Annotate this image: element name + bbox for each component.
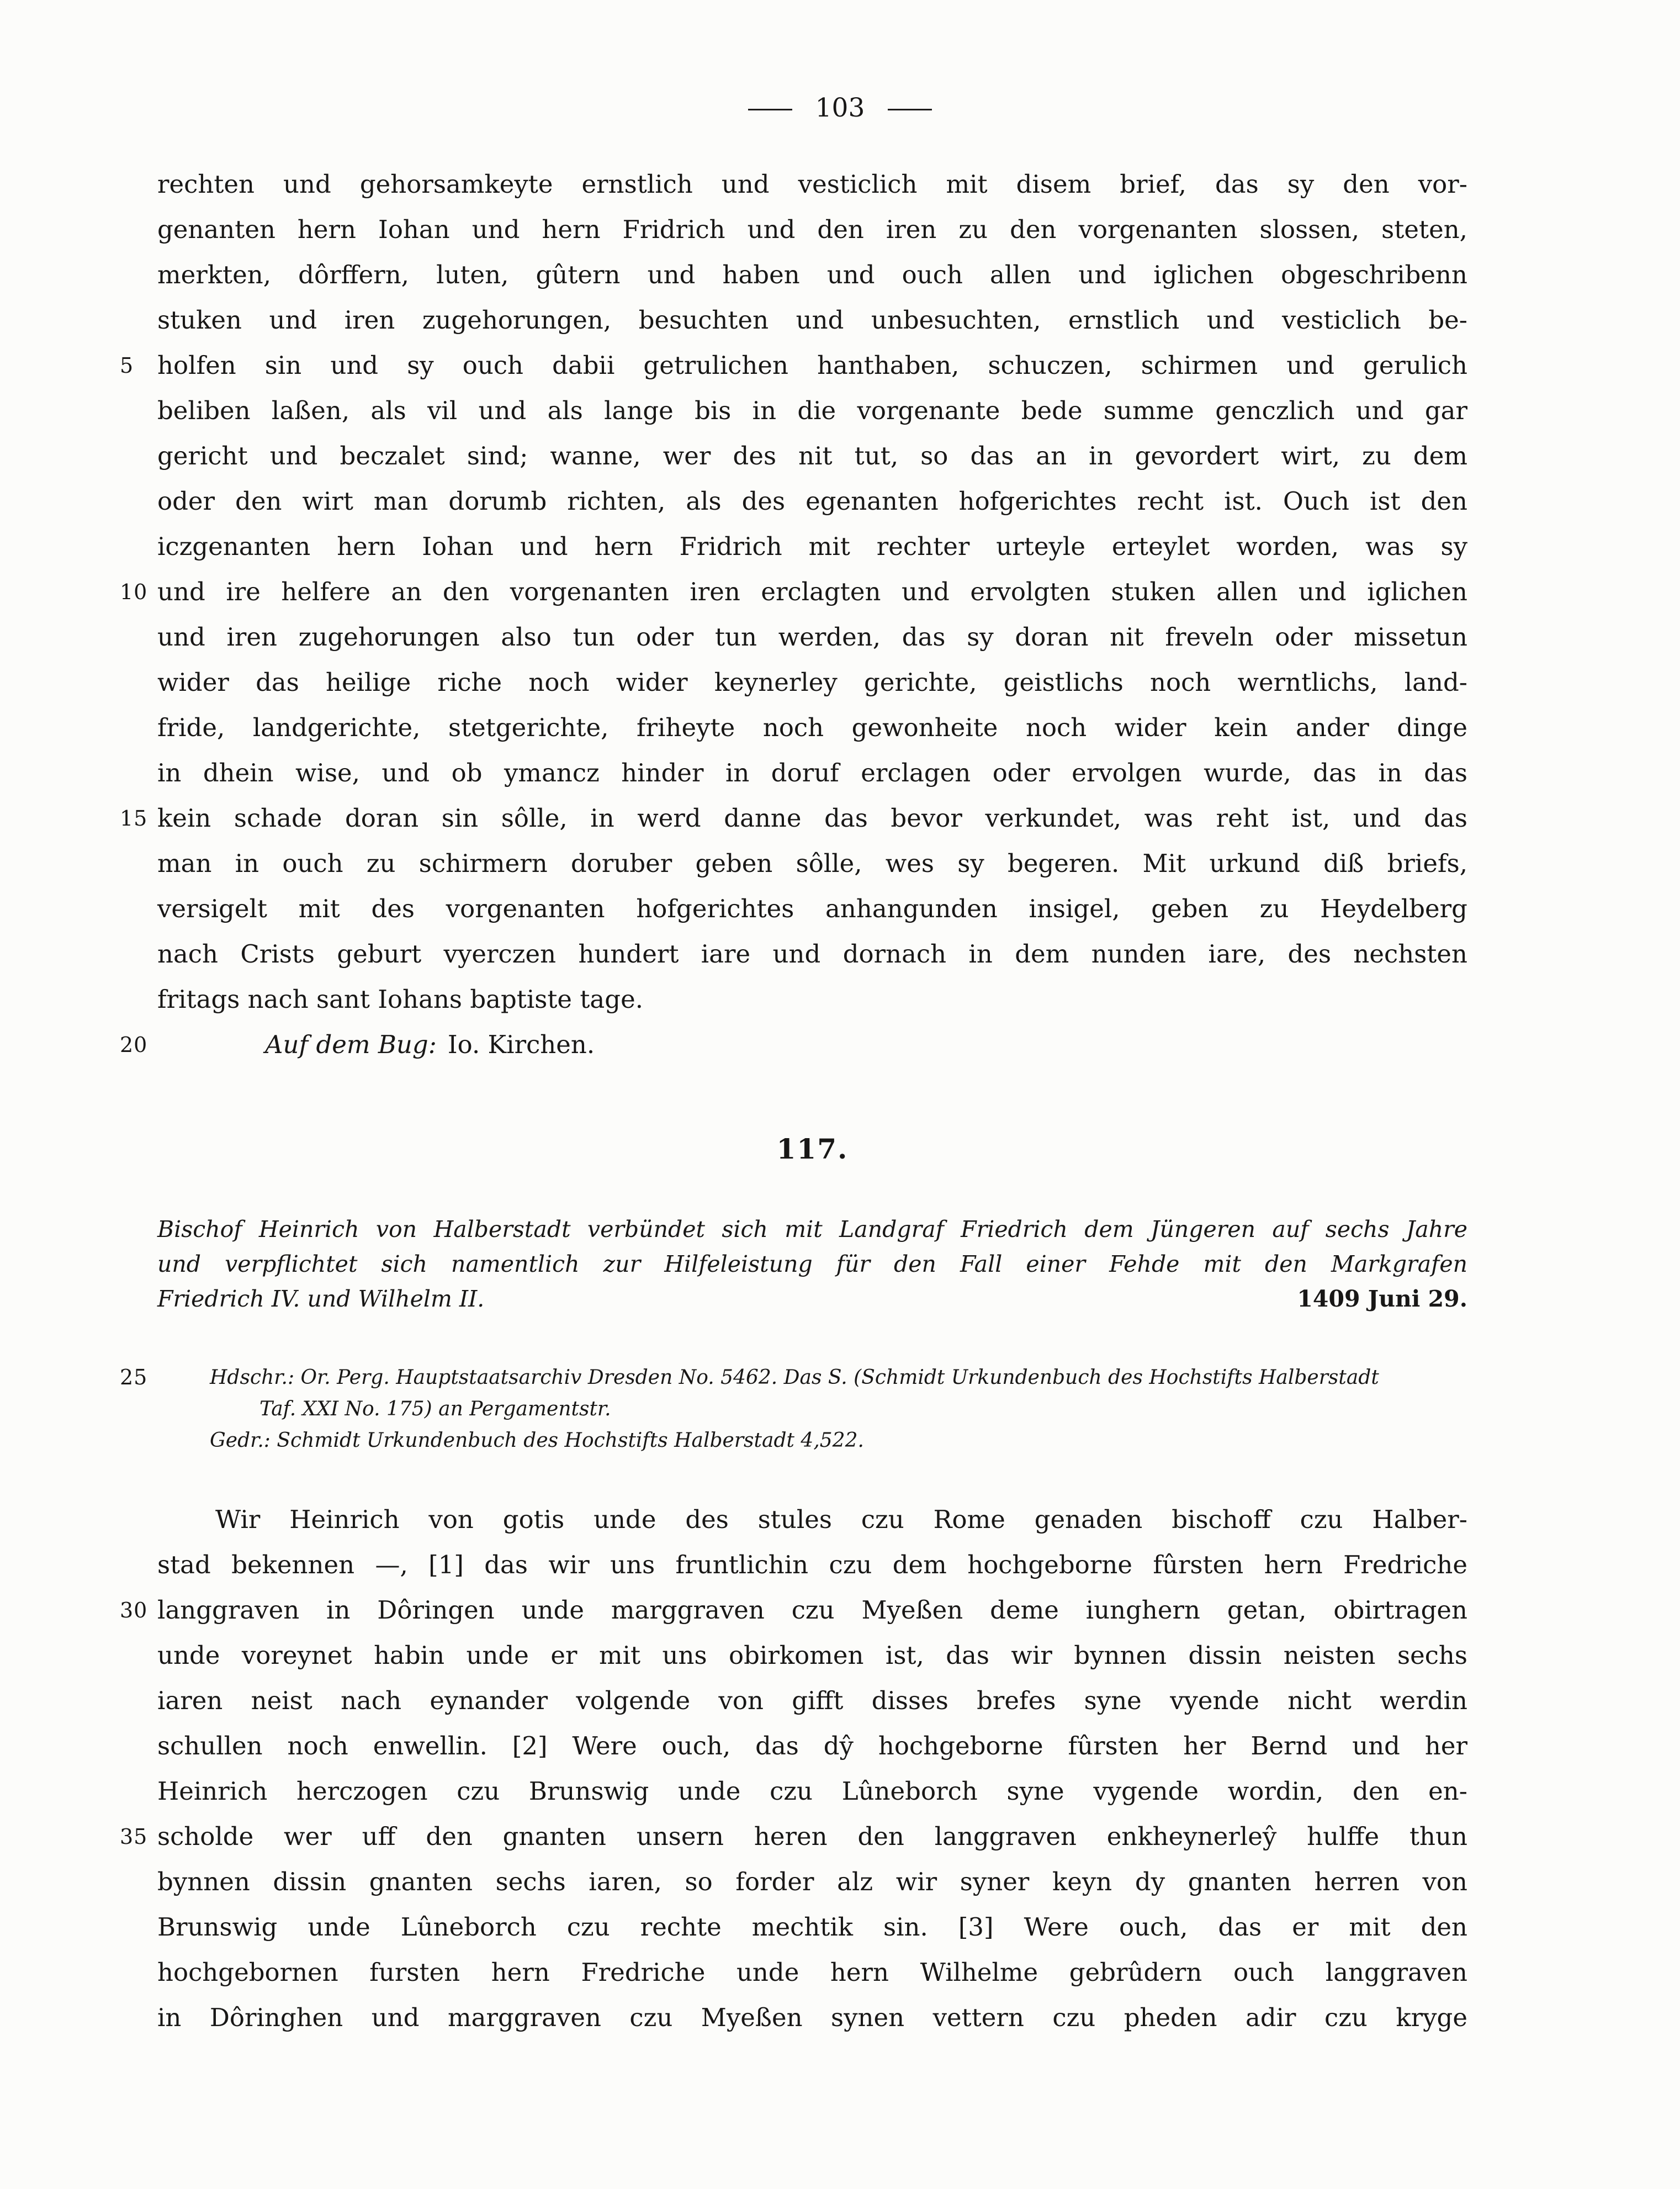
text-line — [157, 298, 1467, 343]
text-line — [157, 1393, 1467, 1425]
line-number: 10 — [120, 580, 148, 604]
text-line — [120, 796, 1467, 841]
line-text: stuken und iren zugehorungen, besuchten und unbesuchten, ernstlich und vesticlich be- — [157, 305, 1467, 335]
text-line — [157, 660, 1467, 705]
text-line — [157, 1995, 1467, 2040]
header-rule-right — [888, 109, 932, 110]
line-text: bynnen dissin gnanten sechs iaren, so forder alz wir syner keyn dy gnanten herren von — [157, 1867, 1467, 1896]
regest-last-line — [157, 1282, 1467, 1316]
line-text: holfen sin und sy ouch dabii getrulichen hanthaben, schuczen, schirmen und gerulich — [157, 351, 1467, 380]
text-line — [157, 932, 1467, 977]
text-line — [157, 252, 1467, 298]
text-line — [157, 1905, 1467, 1950]
line-text: unde voreynet habin unde er mit uns obirkomen ist, das wir bynnen dissin neisten sechs — [157, 1641, 1467, 1670]
text-line — [157, 1247, 1467, 1282]
line-text: merkten, dôrffern, luten, gûtern und haben und ouch allen und iglichen obgeschribenn — [157, 260, 1467, 289]
text-line — [157, 1542, 1467, 1588]
line-text: fritags nach sant Iohans baptiste tage. — [157, 985, 644, 1014]
line-text: und verpflichtet sich namentlich zur Hilfeleistung für den Fall einer Fehde mit den Markgrafen — [157, 1251, 1467, 1277]
document-date: 1409 Juni 29. — [1297, 1286, 1467, 1312]
text-line — [157, 1859, 1467, 1905]
line-text: Brunswig unde Lûneborch czu rechte mechtik sin. [3] Were ouch, das er mit den — [157, 1912, 1467, 1942]
text-line — [157, 1633, 1467, 1678]
line-text: kein schade doran sin sôlle, in werd danne das bevor verkundet, was reht ist, und das — [157, 803, 1467, 833]
line-number: 5 — [120, 353, 134, 378]
text-line — [120, 1814, 1467, 1859]
bug-note-value: Io. Kirchen. — [447, 1030, 595, 1059]
text-line — [157, 524, 1467, 569]
line-text: oder den wirt man dorumb richten, als des egenanten hofgerichtes recht ist. Ouch ist den — [157, 487, 1467, 516]
bug-note-line — [120, 1022, 1467, 1067]
text-line — [157, 841, 1467, 886]
line-text: scholde wer uff den gnanten unsern heren den langgraven enkheynerleŷ hulffe thun — [157, 1822, 1467, 1851]
line-number: 20 — [120, 1033, 148, 1057]
line-text: Gedr.: Schmidt Urkundenbuch des Hochstifts Halberstadt 4,522. — [210, 1429, 864, 1452]
page-number: 103 — [815, 93, 865, 123]
regest-last-text: Friedrich IV. und Wilhelm II. — [157, 1286, 485, 1312]
line-text: Hdschr.: Or. Perg. Hauptstaatsarchiv Dresden No. 5462. Das S. (Schmidt Urkundenbuch des Hochstifts Halberstadt — [210, 1366, 1379, 1389]
line-number: 25 — [120, 1365, 148, 1389]
line-text: Taf. XXI No. 175) an Pergamentstr. — [259, 1398, 611, 1420]
line-text: in Dôringhen und marggraven czu Myeßen synen vettern czu pheden adir czu kryge — [157, 2003, 1467, 2032]
text-line — [157, 750, 1467, 796]
text-line — [157, 1723, 1467, 1769]
line-text: und iren zugehorungen also tun oder tun werden, das sy doran nit freveln oder missetun — [157, 622, 1467, 652]
document-body — [120, 1497, 1467, 2040]
text-line — [157, 1497, 1467, 1542]
text-line — [157, 1950, 1467, 1995]
line-text: stad bekennen —, [1] das wir uns fruntlichin czu dem hochgeborne fûrsten hern Fredriche — [157, 1550, 1467, 1579]
source-notes — [120, 1362, 1467, 1456]
text-line — [157, 705, 1467, 750]
line-text: Heinrich herczogen czu Brunswig unde czu Lûneborch syne vygende wordin, den en- — [157, 1776, 1467, 1806]
line-text: genanten hern Iohan und hern Fridrich und den iren zu den vorgenanten slossen, steten, — [157, 215, 1467, 244]
line-number: 30 — [120, 1598, 148, 1622]
text-line — [157, 162, 1467, 207]
text-line — [157, 388, 1467, 433]
text-line — [157, 1678, 1467, 1723]
text-line — [157, 479, 1467, 524]
line-text: nach Crists geburt vyerczen hundert iare und dornach in dem nunden iare, des nechsten — [157, 939, 1467, 969]
header-rule-left — [748, 109, 792, 110]
line-text: beliben laßen, als vil und als lange bis in die vorgenante bede summe genczlich und gar — [157, 396, 1467, 425]
document-number-heading: 117. — [776, 1133, 849, 1165]
line-text: in dhein wise, und ob ymancz hinder in doruf erclagen oder ervolgen wurde, das in das — [157, 758, 1467, 787]
text-line — [157, 207, 1467, 252]
line-text: iczgenanten hern Iohan und hern Fridrich mit rechter urteyle erteylet worden, was sy — [157, 532, 1467, 561]
text-line — [120, 569, 1467, 615]
text-line — [157, 615, 1467, 660]
text-line — [157, 1769, 1467, 1814]
line-text: gericht und beczalet sind; wanne, wer des nit tut, so das an in gevordert wirt, zu dem — [157, 441, 1467, 470]
line-text: wider das heilige riche noch wider keynerley gerichte, geistlichs noch werntlichs, land- — [157, 668, 1467, 697]
text-line — [157, 1425, 1467, 1456]
line-text: fride, landgerichte, stetgerichte, friheyte noch gewonheite noch wider kein ander dinge — [157, 713, 1467, 742]
line-text: iaren neist nach eynander volgende von gifft disses brefes syne vyende nicht werdin — [157, 1686, 1467, 1715]
regest-lines — [157, 1212, 1467, 1282]
text-block — [120, 162, 1467, 2040]
line-number: 15 — [120, 806, 148, 831]
line-text: und ire helfere an den vorgenanten iren erclagten und ervolgten stuken allen und iglichen — [157, 577, 1467, 606]
line-text: Bischof Heinrich von Halberstadt verbündet sich mit Landgraf Friedrich dem Jüngeren auf sechs Jahre — [157, 1216, 1467, 1242]
text-line — [120, 343, 1467, 388]
text-line — [157, 1212, 1467, 1247]
continuation-text — [120, 162, 1467, 1022]
line-text: langgraven in Dôringen unde marggraven czu Myeßen deme iunghern getan, obirtragen — [157, 1595, 1467, 1625]
text-line — [120, 1362, 1467, 1393]
line-text: Wir Heinrich von gotis unde des stules czu Rome genaden bischoff czu Halber- — [215, 1505, 1467, 1534]
text-line — [157, 886, 1467, 932]
line-text: versigelt mit des vorgenanten hofgerichtes anhangunden insigel, geben zu Heydelberg — [157, 894, 1467, 923]
text-line — [157, 433, 1467, 479]
regest — [157, 1212, 1467, 1316]
line-text: schullen noch enwellin. [2] Were ouch, das dŷ hochgeborne fûrsten her Bernd und her — [157, 1731, 1467, 1760]
bug-note-label: Auf dem Bug: — [265, 1030, 437, 1059]
line-number: 35 — [120, 1825, 148, 1849]
line-text: rechten und gehorsamkeyte ernstlich und vesticlich mit disem brief, das sy den vor- — [157, 170, 1467, 199]
page-header — [0, 0, 1680, 123]
line-text: hochgebornen fursten hern Fredriche unde hern Wilhelme gebrûdern ouch langgraven — [157, 1958, 1467, 1987]
text-line — [120, 1588, 1467, 1633]
line-text: man in ouch zu schirmern doruber geben sôlle, wes sy begeren. Mit urkund diß briefs, — [157, 849, 1467, 878]
text-line — [157, 977, 1467, 1022]
